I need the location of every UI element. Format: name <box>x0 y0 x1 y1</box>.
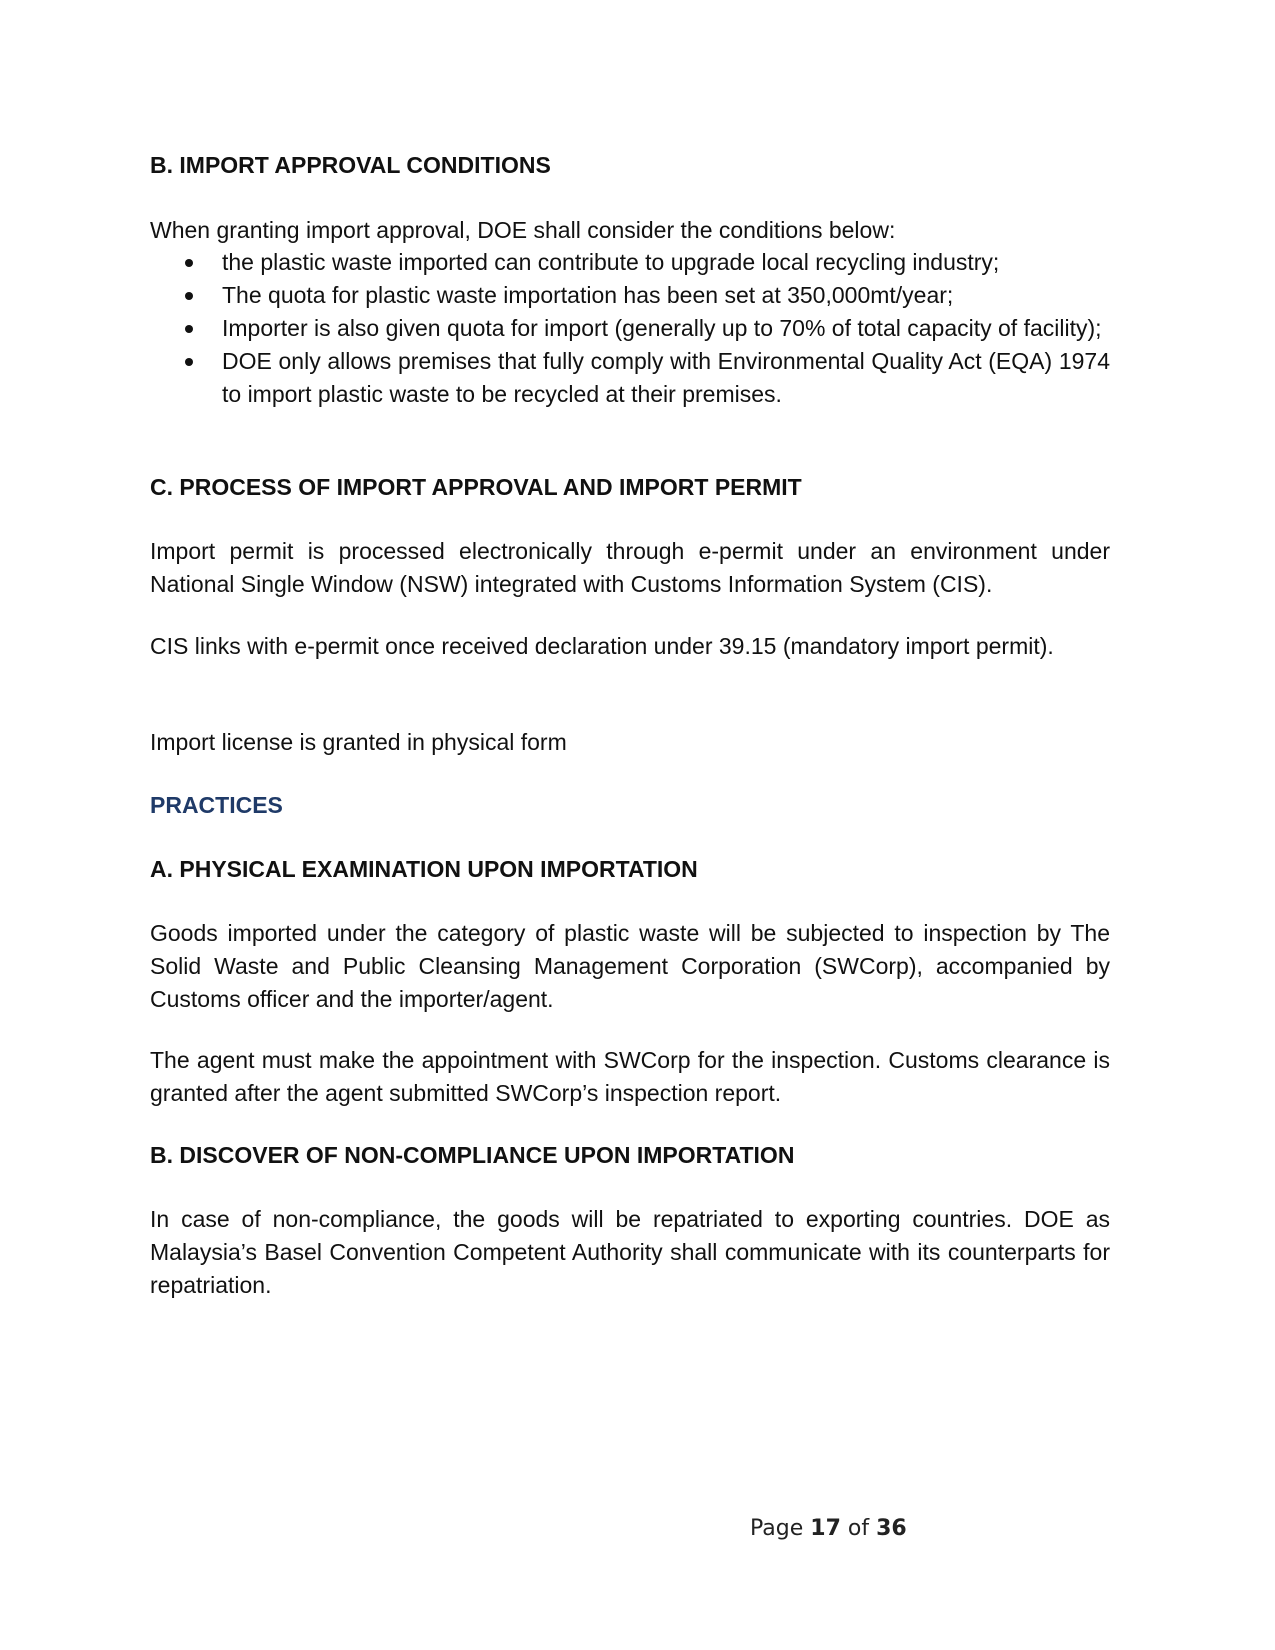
bullet-icon <box>185 259 193 267</box>
process-paragraph-2: CIS links with e-permit once received declaration under 39.15 (mandatory import permit). <box>150 633 1054 659</box>
list-item-text: Importer is also given quota for import (generally up to 70% of total capacity of facility); <box>222 315 1102 341</box>
list-item <box>150 279 1110 312</box>
process-heading: C. PROCESS OF IMPORT APPROVAL AND IMPORT PERMIT <box>150 474 802 500</box>
list-item-text: DOE only allows premises that fully comply with Environmental Quality Act (EQA) 1974 to import plastic waste to be recycled at their premises. <box>222 348 1110 407</box>
page-word: Page <box>750 1516 804 1541</box>
physical-exam-heading: A. PHYSICAL EXAMINATION UPON IMPORTATION <box>150 856 698 882</box>
bullet-icon <box>185 325 193 333</box>
import-approval-heading: B. IMPORT APPROVAL CONDITIONS <box>150 152 551 178</box>
list-item <box>150 312 1110 345</box>
current-page-number: 17 <box>810 1516 841 1541</box>
process-paragraph-3: Import license is granted in physical form <box>150 729 567 755</box>
list-item-text: The quota for plastic waste importation has been set at 350,000mt/year; <box>222 282 954 308</box>
bullet-icon <box>185 292 193 300</box>
page-number-footer <box>750 1514 907 1544</box>
document-page <box>150 0 1110 1650</box>
of-word: of <box>847 1516 870 1541</box>
process-paragraph-1: Import permit is processed electronically through e-permit under an environment under National Single Window (NSW) integrated with Customs Information System (CIS). <box>150 538 1110 597</box>
practices-heading: PRACTICES <box>150 792 283 818</box>
physical-exam-paragraph-2: The agent must make the appointment with SWCorp for the inspection. Customs clearance is granted after the agent submitted SWCorp’s inspection report. <box>150 1047 1110 1106</box>
import-approval-conditions-list <box>150 246 1110 411</box>
list-item <box>150 345 1110 411</box>
list-item <box>150 246 1110 279</box>
bullet-icon <box>185 358 193 366</box>
import-approval-intro: When granting import approval, DOE shall consider the conditions below: <box>150 217 896 243</box>
non-compliance-paragraph: In case of non-compliance, the goods will be repatriated to exporting countries. DOE as Malaysia’s Basel Convention Competent Authority shall communicate with its counterparts for repatriation. <box>150 1206 1110 1298</box>
list-item-text: the plastic waste imported can contribute to upgrade local recycling industry; <box>222 249 1000 275</box>
non-compliance-heading: B. DISCOVER OF NON-COMPLIANCE UPON IMPORTATION <box>150 1142 795 1168</box>
total-pages-number: 36 <box>876 1516 907 1541</box>
physical-exam-paragraph-1: Goods imported under the category of plastic waste will be subjected to inspection by The Solid Waste and Public Cleansing Management Corporation (SWCorp), accompanied by Customs officer and the importer/agent. <box>150 920 1110 1012</box>
